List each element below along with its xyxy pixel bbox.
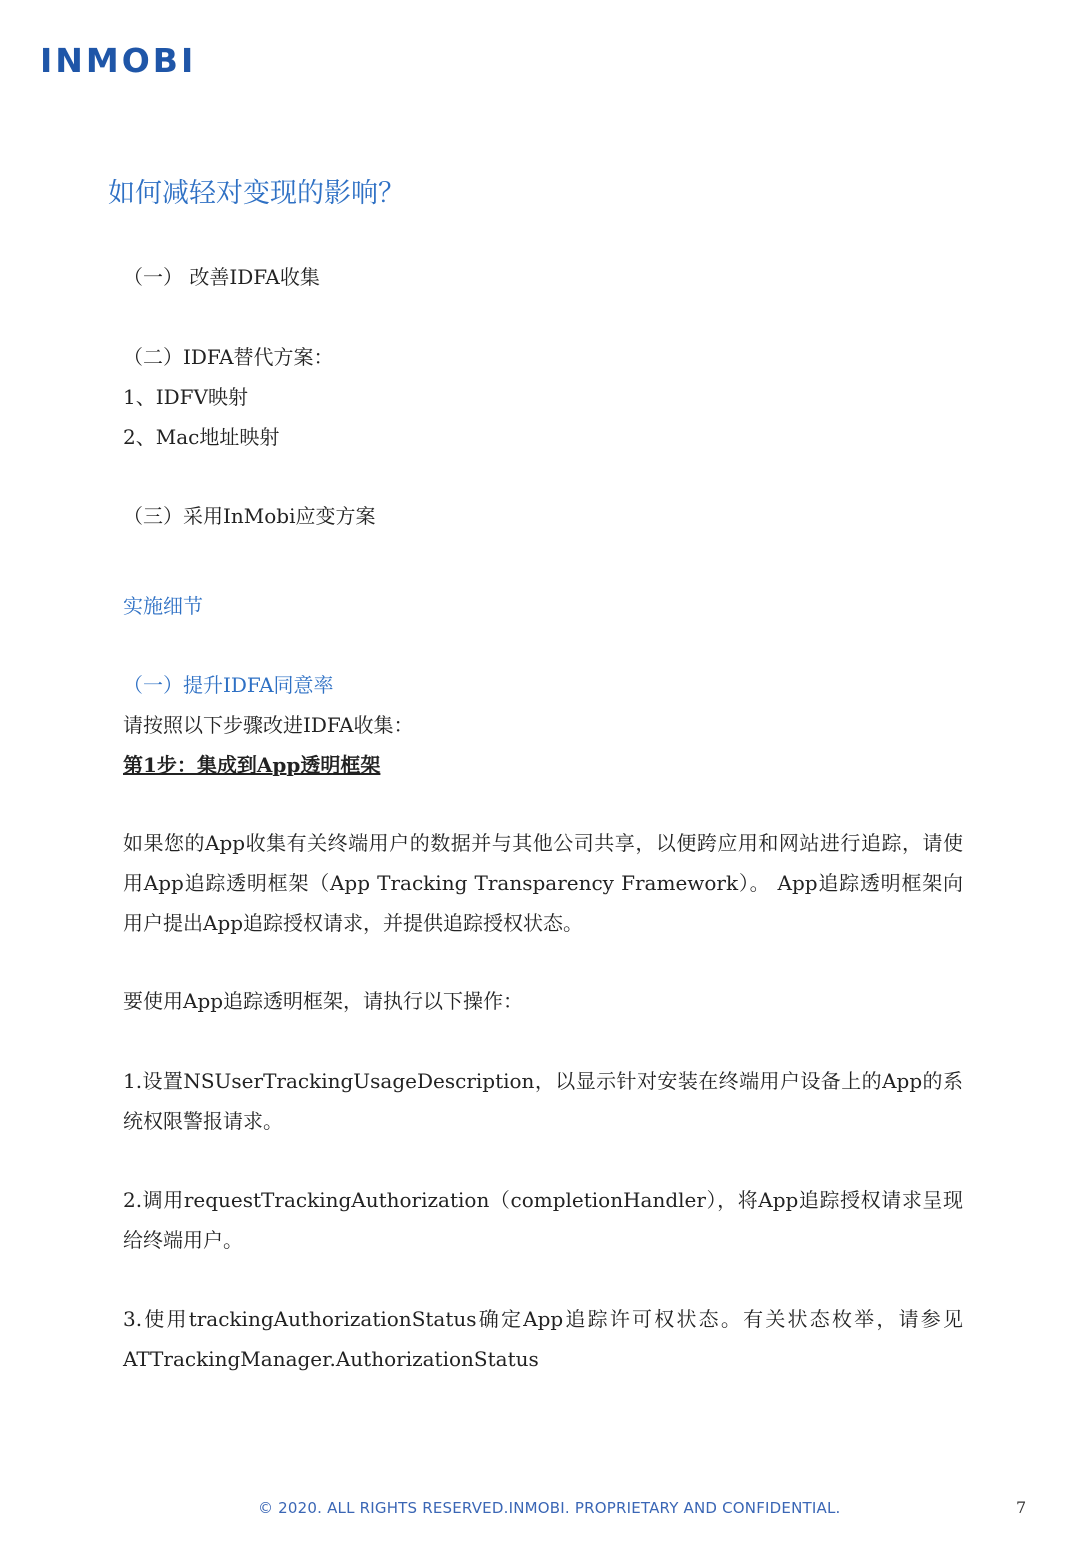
section-intro: 请按照以下步骤改进IDFA收集：	[123, 713, 414, 737]
section-subheading: （一）提升IDFA同意率	[123, 673, 334, 697]
inmobi-logo: INMOBI	[40, 41, 197, 80]
paragraph-step-nsuser: 1.设置NSUserTrackingUsageDescription，以显示针对安装在终端用户设备上的App的系统权限警报请求。	[123, 1069, 963, 1133]
step-1-heading: 第1步：集成到App透明框架	[123, 753, 381, 777]
list-subitem-mac: 2、Mac地址映射	[123, 425, 280, 449]
page-number: 7	[1016, 1498, 1027, 1517]
list-item-2: （二）IDFA替代方案：	[123, 345, 334, 369]
paragraph-att-intro: 如果您的App收集有关终端用户的数据并与其他公司共享，以便跨应用和网站进行追踪，请使用App追踪透明框架（App Tracking Transparency Framework）。 App追踪透明框架向用户提出App追踪授权请求，并提供追踪授权状态。	[123, 831, 963, 935]
list-subitem-idfv: 1、IDFV映射	[123, 385, 248, 409]
paragraph-step-status: 3.使用trackingAuthorizationStatus确定App追踪许可权状态。有关状态枚举，请参见ATTrackingManager.AuthorizationStatus	[123, 1307, 963, 1371]
page-title: 如何减轻对变现的影响？	[108, 178, 405, 209]
list-item-1: （一） 改善IDFA收集	[123, 265, 320, 289]
footer-copyright: © 2020. ALL RIGHTS RESERVED.INMOBI. PROPRIETARY AND CONFIDENTIAL.	[258, 1499, 841, 1517]
paragraph-att-usage: 要使用App追踪透明框架，请执行以下操作：	[123, 989, 524, 1013]
paragraph-step-request: 2.调用requestTrackingAuthorization（completionHandler），将App追踪授权请求呈现给终端用户。	[123, 1188, 963, 1252]
section-heading: 实施细节	[123, 594, 203, 618]
list-item-3: （三）采用InMobi应变方案	[123, 504, 376, 528]
